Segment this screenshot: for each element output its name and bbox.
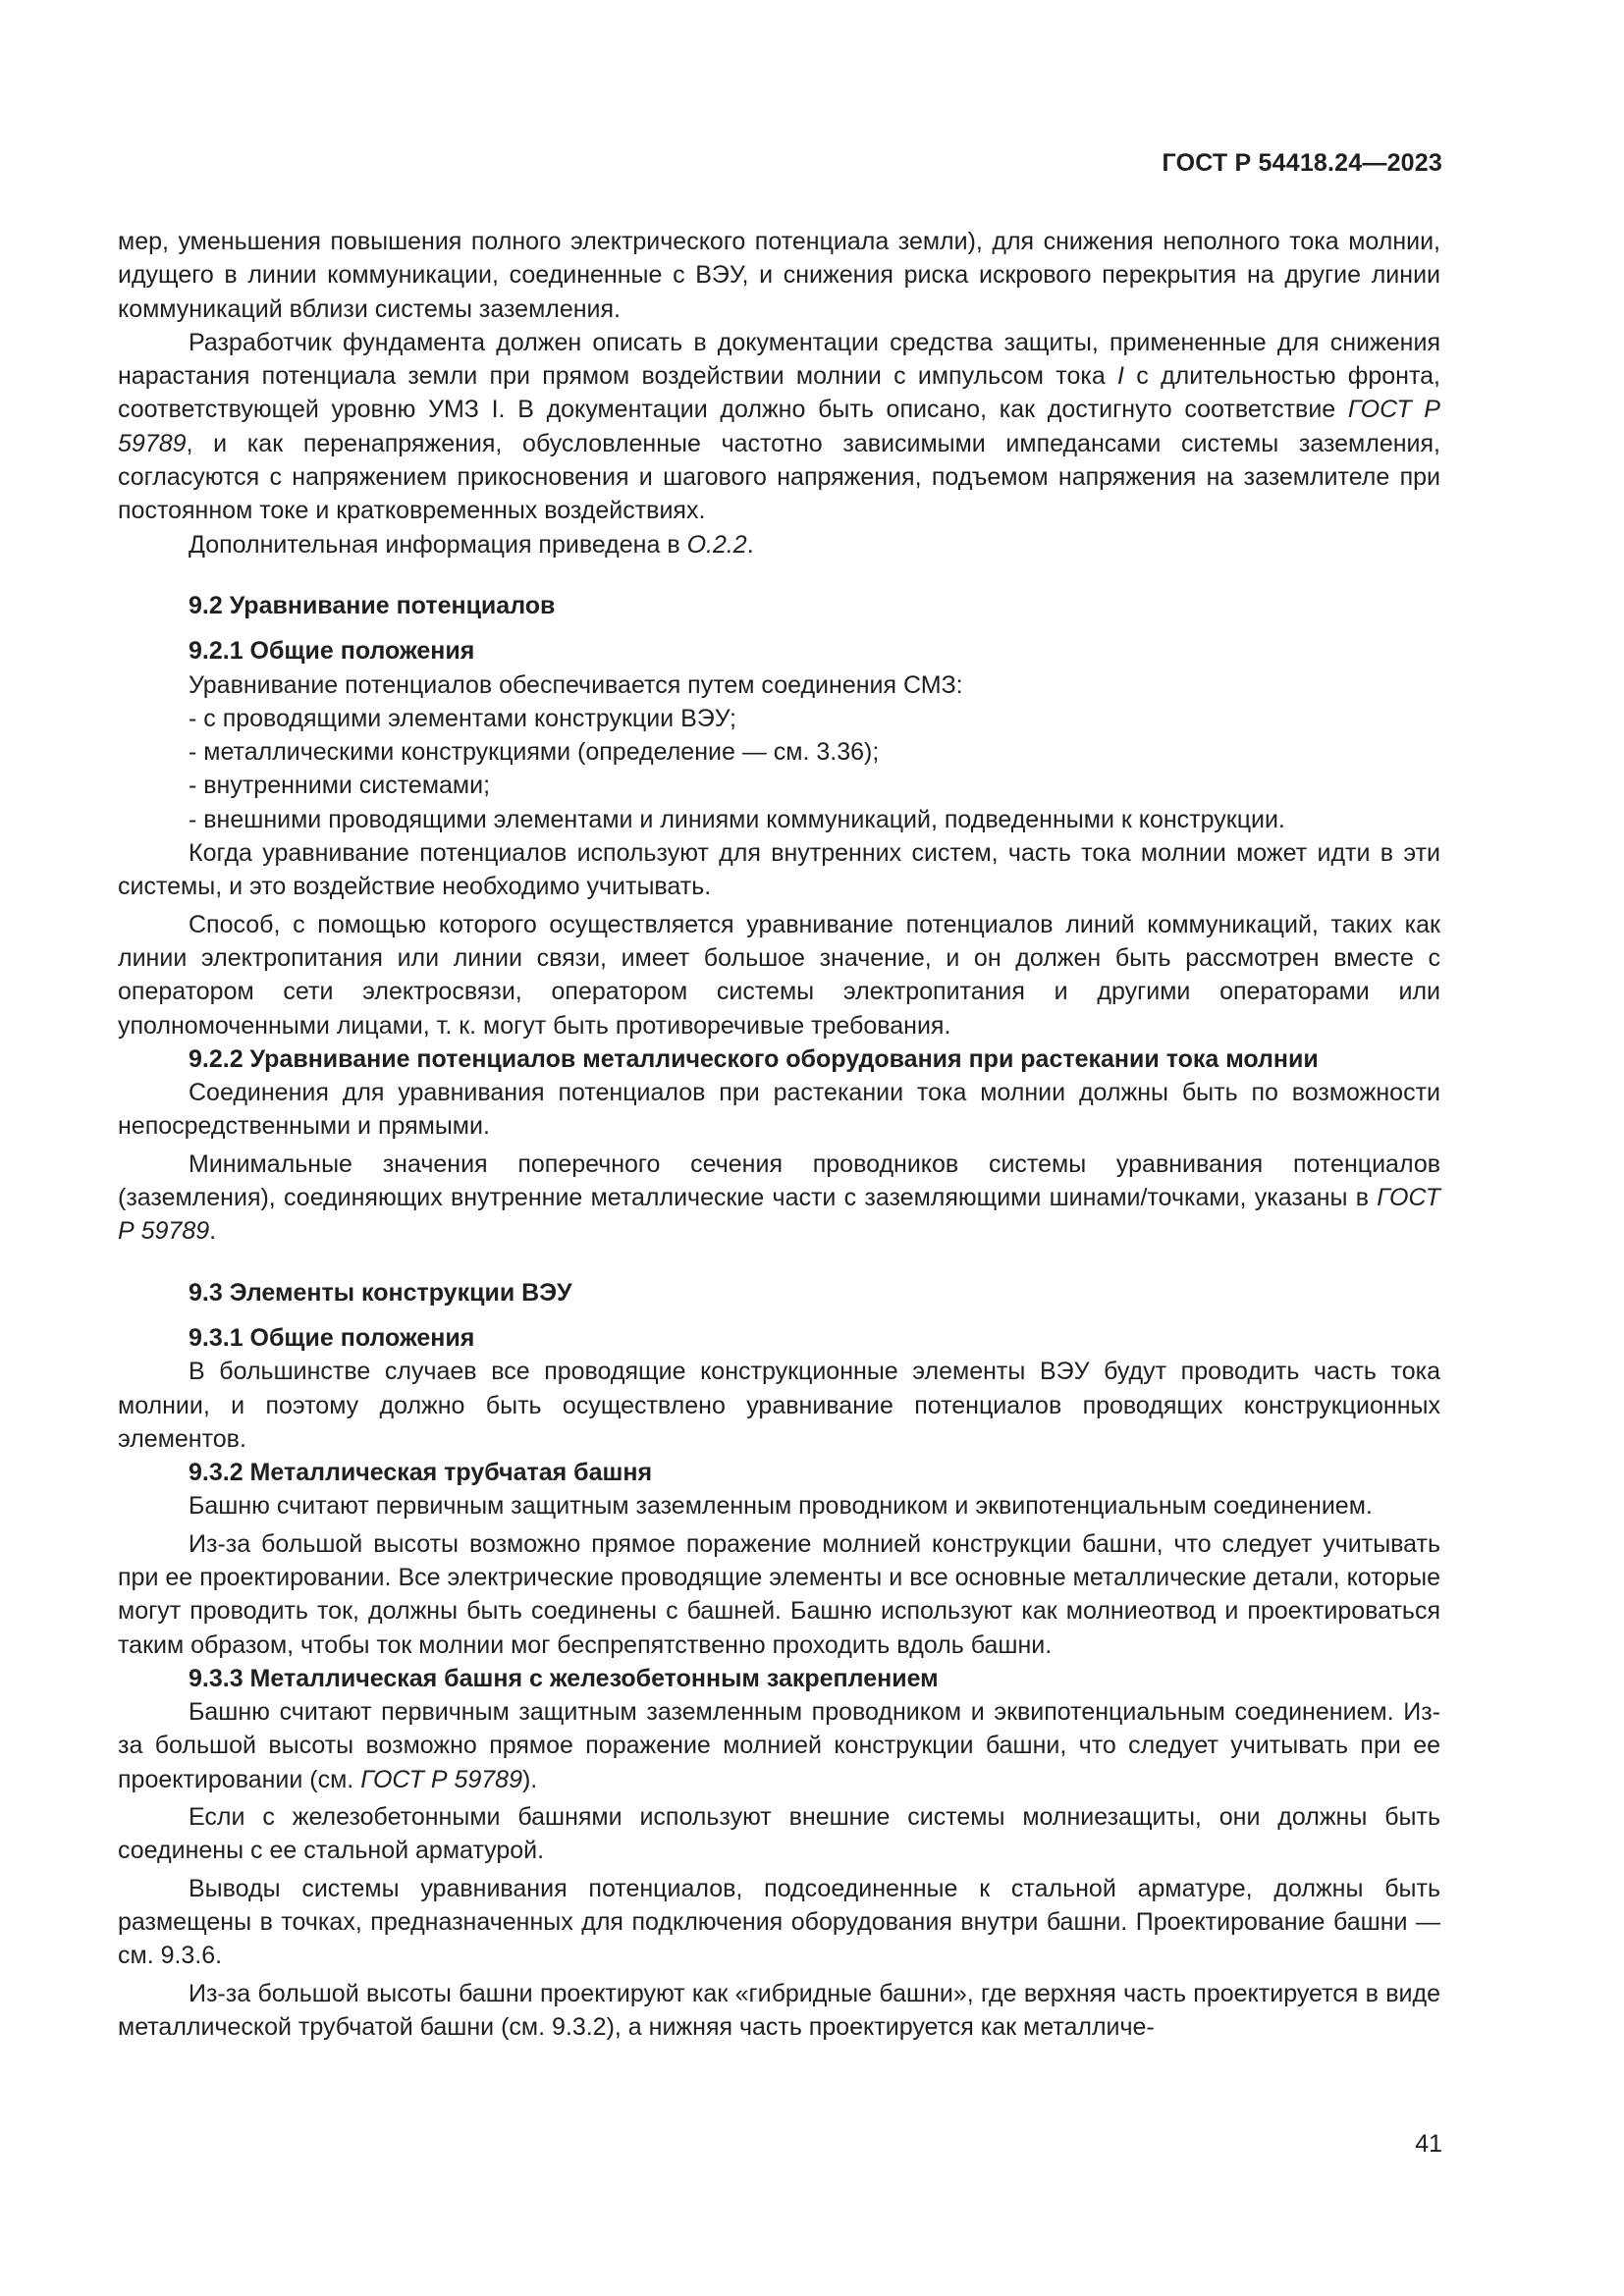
- standard-reference: ГОСТ Р 59789: [360, 1765, 522, 1793]
- paragraph: В большинстве случаев все проводящие конструкционные элементы ВЭУ будут проводить часть тока молнии, и поэтому должно быть осуществлено уравнивание потенциалов проводящих конструкционных элементов.: [118, 1358, 1440, 1453]
- paragraph: Соединения для уравнивания потенциалов при растекании тока молнии должны быть по возможности непосредственными и прямыми.: [118, 1079, 1440, 1141]
- document-body: [118, 225, 1440, 2044]
- list-item: - металлическими конструкциями (определение — см. 3.36);: [189, 738, 880, 767]
- list-item: - с проводящими элементами конструкции ВЭУ;: [189, 704, 736, 732]
- section-heading-9-3-3: 9.3.3 Металлическая башня с железобетонным закреплением: [189, 1664, 939, 1692]
- paragraph: Минимальные значения поперечного сечения проводников системы уравнивания потенциалов (заземления), соединяющих внутренние металлические части с заземляющими шинами/точками, указаны в ГОСТ Р 59789.: [118, 1149, 1440, 1246]
- list-item: - внутренними системами;: [189, 772, 491, 800]
- paragraph: Уравнивание потенциалов обеспечивается путем соединения СМЗ:: [189, 670, 963, 699]
- paragraph: Если с железобетонными башнями используют внешние системы молниезащиты, они должны быть соединены с ее стальной арматурой.: [118, 1803, 1440, 1865]
- document-header: ГОСТ Р 54418.24—2023: [1162, 149, 1442, 177]
- section-heading-9-2: 9.2 Уравнивание потенциалов: [189, 591, 556, 619]
- paragraph: Выводы системы уравнивания потенциалов, подсоединенные к стальной арматуре, должны быть размещены в точках, предназначенных для подключения оборудования внутри башни. Проектирование башни — см. 9.3.6.: [118, 1874, 1440, 1970]
- section-heading-9-3-2: 9.3.2 Металлическая трубчатая башня: [189, 1459, 653, 1487]
- paragraph: Дополнительная информация приведена в O.2.2.: [189, 530, 754, 559]
- section-heading-9-2-1: 9.2.1 Общие положения: [189, 637, 475, 666]
- list-item: - внешними проводящими элементами и линиями коммуникаций, подведенными к конструкции.: [189, 805, 1285, 833]
- paragraph: Из-за большой высоты башни проектируют как «гибридные башни», где верхняя часть проектируется в виде металлической трубчатой башни (см. 9.3.2), а нижняя часть проектируется как металличе-: [118, 1979, 1440, 2041]
- paragraph: Из-за большой высоты возможно прямое поражение молнией конструкции башни, что следует учитывать при ее проектировании. Все электрические проводящие элементы и все основные металлические детали, которые могут проводить ток, должны быть соединены с башней. Башню используют как молниеотвод и проектироваться таким образом, чтобы ток молнии мог беспрепятственно проходить вдоль башни.: [118, 1529, 1440, 1659]
- paragraph: Башню считают первичным защитным заземленным проводником и эквипотенциальным соединением. Из-за большой высоты возможно прямое поражение молнией конструкции башни, что следует учитывать при ее проектировании (см. ГОСТ Р 59789).: [118, 1698, 1440, 1793]
- section-heading-9-3: 9.3 Элементы конструкции ВЭУ: [189, 1278, 572, 1307]
- current-symbol: I: [1117, 362, 1124, 391]
- section-heading-9-2-2: 9.2.2 Уравнивание потенциалов металлического оборудования при растекании тока молнии: [189, 1044, 1319, 1073]
- paragraph: Когда уравнивание потенциалов используют для внутренних систем, часть тока молнии может идти в эти системы, и это воздействие необходимо учитывать.: [118, 839, 1440, 901]
- section-heading-9-3-1: 9.3.1 Общие положения: [189, 1323, 475, 1352]
- paragraph: мер, уменьшения повышения полного электрического потенциала земли), для снижения неполного тока молнии, идущего в линии коммуникации, соединенные с ВЭУ, и снижения риска искрового перекрытия на другие линии коммуникаций вблизи системы заземления.: [118, 228, 1440, 323]
- paragraph: Башню считают первичным защитным заземленным проводником и эквипотенциальным соединением.: [189, 1492, 1373, 1521]
- standard-reference: ГОСТ Р 59789: [118, 1184, 1440, 1246]
- page-number: 41: [1415, 2130, 1442, 2158]
- section-reference: O.2.2: [686, 530, 747, 559]
- paragraph: Разработчик фундамента должен описать в документации средства защиты, примененные для снижения нарастания потенциала земли при прямом воздействии молнии с импульсом тока I с длительностью фронта, соответствующей уровню УМЗ I. В документации должно быть описано, как достигнуто соответствие ГОСТ Р 59789, и как перенапряжения, обусловленные частотно зависимыми импедансами системы заземления, согласуются с напряжением прикосновения и шагового напряжения, подъемом напряжения на заземлителе при постоянном токе и кратковременных воздействиях.: [118, 328, 1440, 525]
- paragraph: Способ, с помощью которого осуществляется уравнивание потенциалов линий коммуникаций, таких как линии электропитания или линии связи, имеет большое значение, и он должен быть рассмотрен вместе с оператором сети электросвязи, оператором системы электропитания и другими операторами или уполномоченными лицами, т. к. могут быть противоречивые требования.: [118, 910, 1440, 1040]
- standard-reference: ГОСТ Р 59789: [118, 396, 1440, 457]
